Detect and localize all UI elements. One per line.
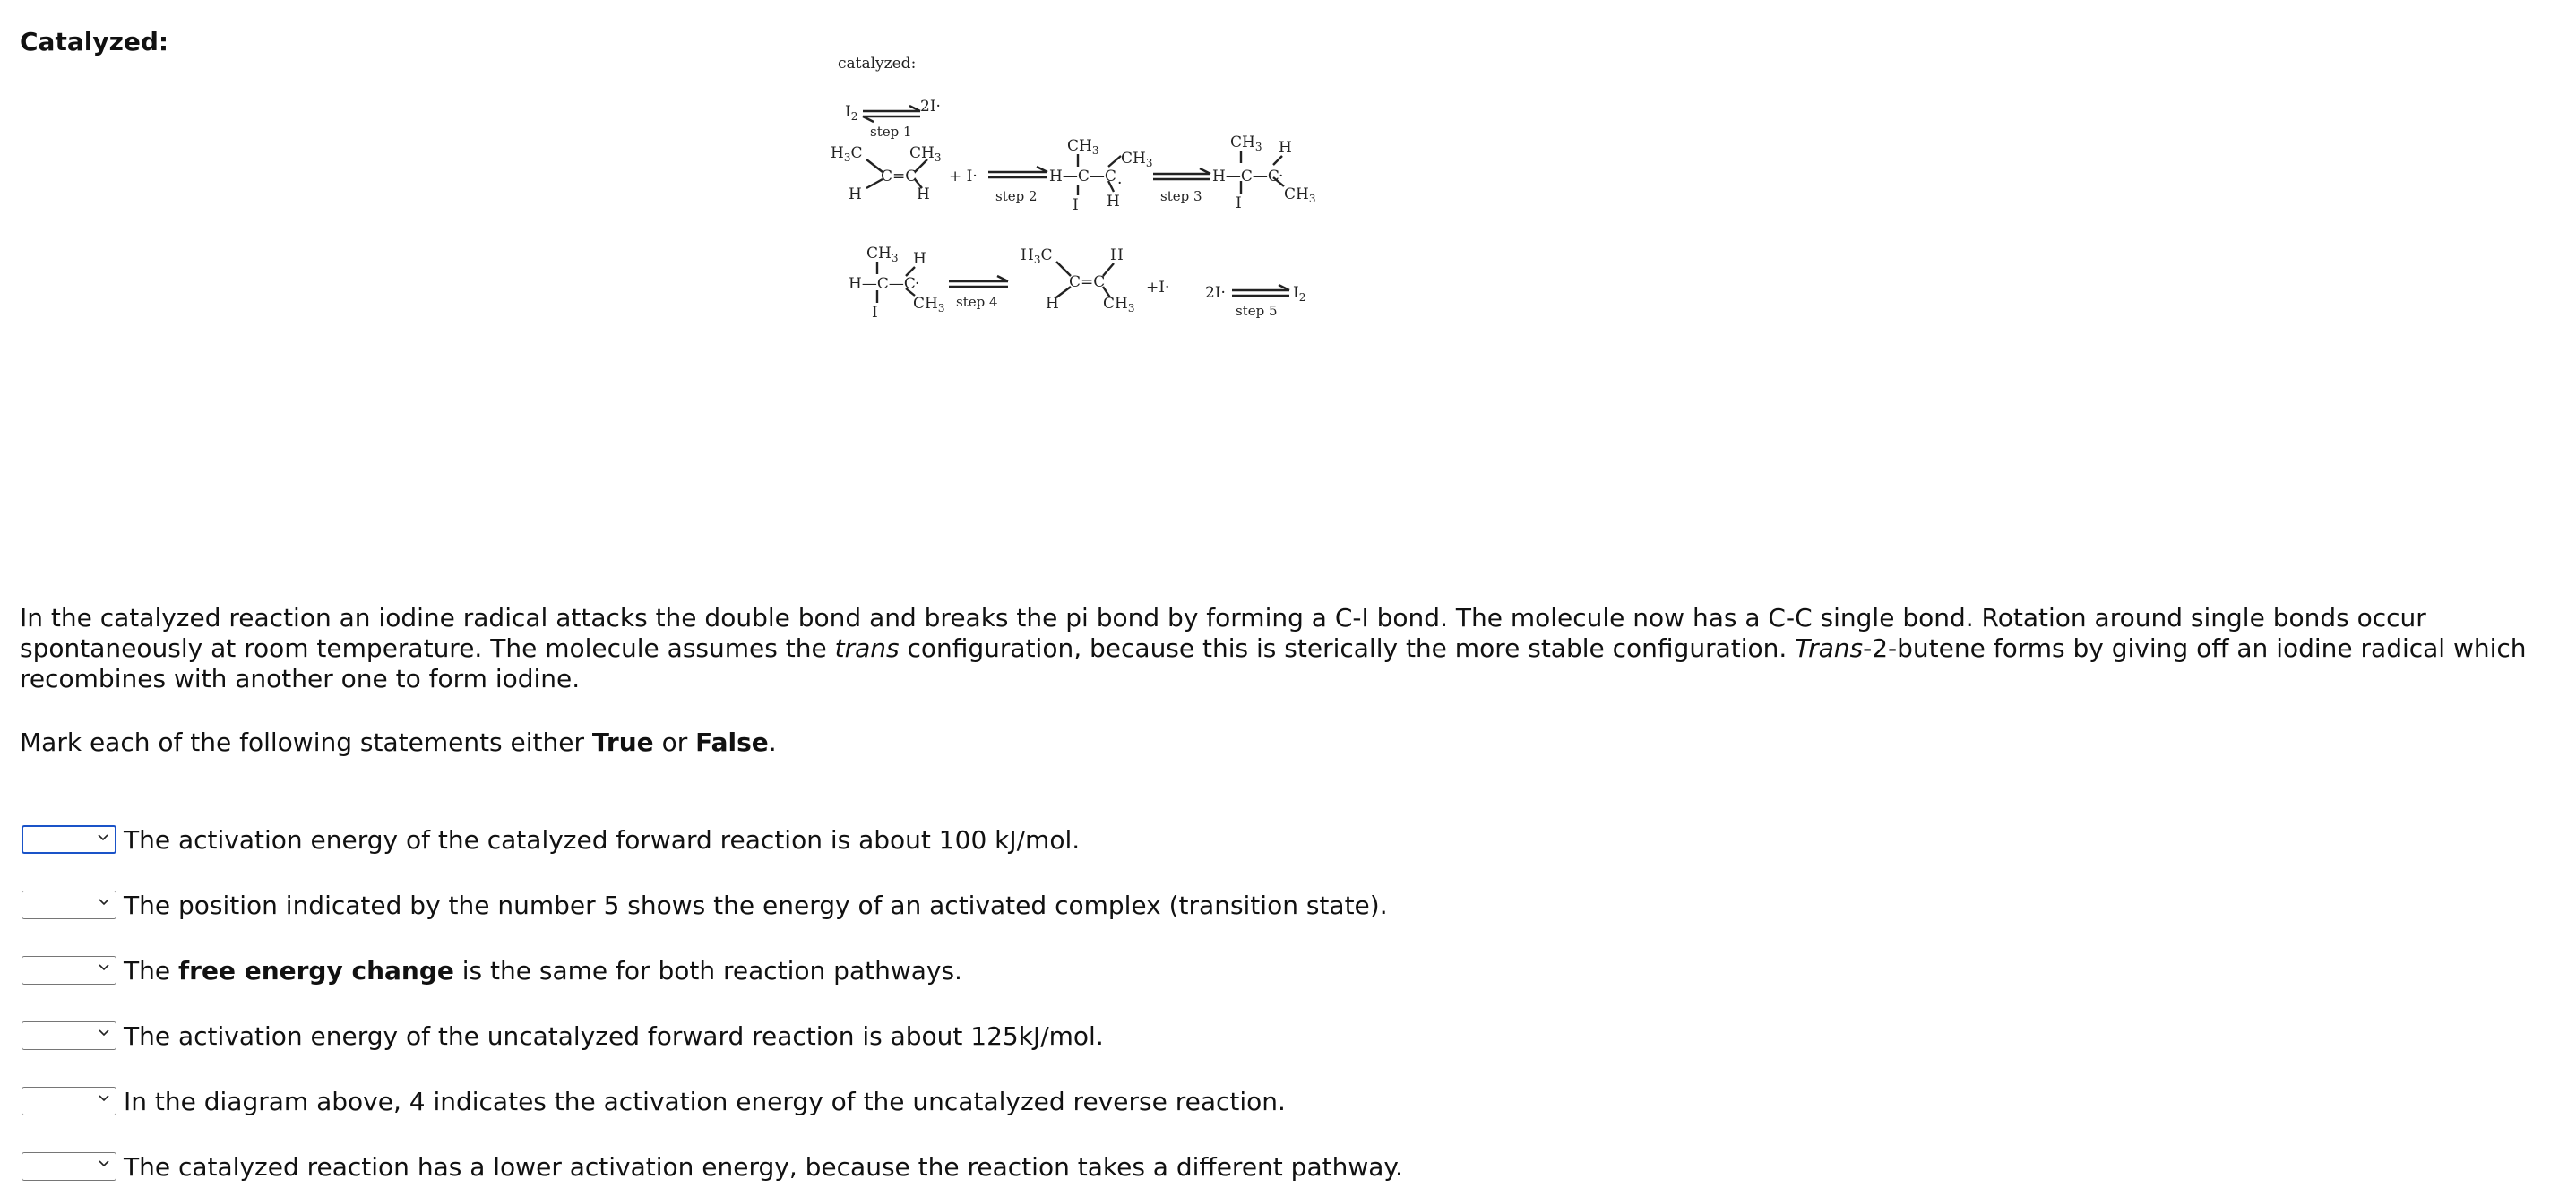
step5-left: 2I· xyxy=(1205,284,1226,302)
mol-b-h3c: $H_3C$ xyxy=(1021,246,1053,266)
mol-b-cc: C=C xyxy=(1069,273,1106,291)
true-false-dropdown-6[interactable] xyxy=(22,1152,116,1181)
rad2-i: I xyxy=(1236,194,1242,212)
instruction-false: False xyxy=(695,727,769,757)
rad3-ch3-top: $CH_3$ xyxy=(866,245,899,264)
statement-4 xyxy=(22,1020,1104,1052)
true-false-dropdown-4[interactable] xyxy=(22,1021,116,1050)
mol-a-h-left: H xyxy=(849,185,862,203)
instruction-true: True xyxy=(591,727,654,757)
instructions xyxy=(20,727,777,758)
paragraph-part-3: -2-butene forms by giving off an iodine radical which recombines with another one to form iodine. xyxy=(20,633,2527,693)
chevron-down-icon xyxy=(98,961,110,974)
chevron-down-icon xyxy=(97,831,109,844)
true-false-dropdown-2[interactable] xyxy=(22,891,116,919)
rad2-chain: H—C—C xyxy=(1212,168,1279,185)
true-false-dropdown-3[interactable] xyxy=(22,956,116,985)
instruction-suffix: . xyxy=(768,727,777,757)
rad3-ch3-right: $CH_3$ xyxy=(913,295,945,314)
paragraph-part-2: configuration, because this is sterically the more stable configuration. xyxy=(899,633,1796,663)
statement-3-bold: free energy change xyxy=(177,955,454,986)
rad3-i: I xyxy=(872,304,878,322)
rad1-chain: H—C—C xyxy=(1049,168,1116,185)
statement-6 xyxy=(22,1150,1403,1183)
rad2-dot: · xyxy=(1279,168,1284,185)
reaction-scheme xyxy=(831,55,1805,564)
instruction-prefix: Mark each of the following statements either xyxy=(20,727,592,757)
rad1-h: H xyxy=(1107,193,1120,211)
scheme-title: catalyzed: xyxy=(838,55,917,73)
rad2-ch3-right: $CH_3$ xyxy=(1284,185,1316,205)
rad1-bond-right xyxy=(1108,156,1121,167)
rad2-h-top: H xyxy=(1279,139,1292,157)
mol-b-ch3: $CH_3$ xyxy=(1103,295,1135,314)
step2-label: step 2 xyxy=(995,188,1038,204)
chevron-down-icon xyxy=(98,896,110,908)
rad1-dot: · xyxy=(1117,175,1123,193)
statement-6-text: The catalyzed reaction has a lower activation energy, because the reaction takes a different pathway. xyxy=(124,1151,1403,1182)
mol-a-h3c: $H_3C$ xyxy=(831,144,863,164)
mol-b-h-top: H xyxy=(1110,246,1124,264)
rad3-chain: H—C—C xyxy=(849,275,916,293)
statement-1-text: The activation energy of the catalyzed forward reaction is about 100 kJ/mol. xyxy=(124,824,1081,855)
statement-1 xyxy=(22,823,1080,856)
true-false-dropdown-5[interactable] xyxy=(22,1087,116,1115)
rad3-dot: · xyxy=(915,275,920,293)
paragraph-trans2-italic: Trans xyxy=(1795,633,1864,663)
statement-3-text xyxy=(124,956,962,986)
statement-3-suffix: is the same for both reaction pathways. xyxy=(453,955,962,986)
true-false-dropdown-1[interactable] xyxy=(22,825,116,854)
chevron-down-icon xyxy=(98,1027,110,1039)
step1-right: 2I· xyxy=(920,98,941,116)
chevron-down-icon xyxy=(98,1158,110,1170)
step4-label: step 4 xyxy=(956,294,998,310)
rad2-bond-h xyxy=(1273,156,1282,165)
reaction-scheme-svg xyxy=(831,55,1805,564)
step1-label: step 1 xyxy=(870,124,912,140)
mol-a-cc: C=C xyxy=(881,168,918,185)
statement-3 xyxy=(22,954,962,986)
paragraph-trans-italic: trans xyxy=(834,633,900,663)
statement-4-text: The activation energy of the uncatalyzed forward reaction is about 125kJ/mol. xyxy=(124,1020,1104,1051)
step5-right: $I_2$ xyxy=(1293,284,1306,304)
rad2-ch3-top: $CH_3$ xyxy=(1230,133,1262,153)
mol-b-h-left: H xyxy=(1046,295,1059,313)
statement-5-text: In the diagram above, 4 indicates the activation energy of the uncatalyzed reverse reaction. xyxy=(124,1086,1286,1116)
step5-label: step 5 xyxy=(1236,303,1278,319)
statement-3-prefix: The xyxy=(124,955,178,986)
chevron-down-icon xyxy=(98,1092,110,1105)
statement-2 xyxy=(22,889,1388,921)
step1-left: $I_2$ xyxy=(845,103,858,123)
plus-iodine-radical-2: +I· xyxy=(1146,279,1170,297)
statement-2-text: The position indicated by the number 5 shows the energy of an activated complex (transition state). xyxy=(124,890,1388,920)
mol-a-h-right: H xyxy=(917,185,930,203)
explanation-paragraph xyxy=(20,603,2555,694)
rad1-i: I xyxy=(1073,196,1079,214)
plus-iodine-radical: + I· xyxy=(949,168,978,185)
paragraph-part-1: In the catalyzed reaction an iodine radical attacks the double bond and breaks the pi bond by forming a C-I bond. The molecule now has a C-C single bond. Rotation around single bonds occur spontaneously at room temperature. The molecule assumes the xyxy=(20,603,2426,663)
step3-label: step 3 xyxy=(1160,188,1202,204)
rad1-ch3-top: $CH_3$ xyxy=(1067,137,1099,157)
rad3-h-top: H xyxy=(913,250,926,268)
section-heading: Catalyzed: xyxy=(20,27,169,56)
mol-a-ch3: $CH_3$ xyxy=(909,144,942,164)
rad1-ch3-right: $CH_3$ xyxy=(1121,150,1153,169)
statement-5 xyxy=(22,1085,1286,1117)
instruction-or: or xyxy=(653,727,696,757)
